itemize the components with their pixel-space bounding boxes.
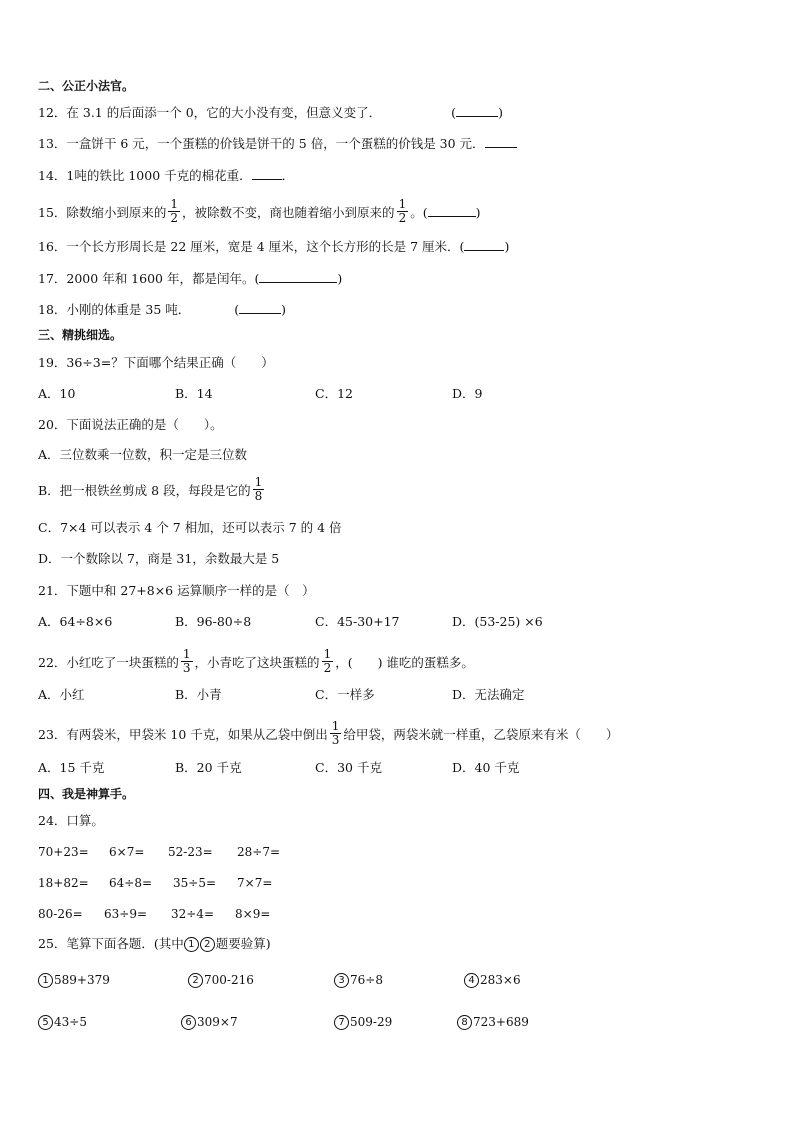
- fraction-numerator: 1: [323, 647, 332, 661]
- q15-part-d: ): [475, 205, 481, 220]
- fraction-denominator: 3: [331, 733, 340, 747]
- fraction: [253, 476, 265, 503]
- option-b[interactable]: [38, 475, 266, 505]
- question-21: 21．下题中和 27+8×6 运算顺序一样的是（ ）: [38, 583, 315, 598]
- question-14: [38, 167, 294, 185]
- fraction: [168, 198, 180, 225]
- mental-math-item: 70+23=: [38, 845, 89, 859]
- calc-expression: 589+379: [54, 973, 110, 987]
- q22-part-b: ，小青吃了这块蛋糕的: [194, 655, 320, 670]
- mental-math-item: 7×7=: [237, 876, 273, 890]
- option-a[interactable]: A．三位数乘一位数，积一定是三位数: [38, 447, 248, 462]
- question-25: [38, 935, 271, 953]
- written-calc-item: [181, 1014, 238, 1030]
- option-c[interactable]: C．45-30+17: [315, 614, 400, 629]
- answer-blank[interactable]: [485, 135, 517, 148]
- answer-blank[interactable]: [259, 270, 337, 283]
- q15-part-c: 。(: [410, 205, 428, 220]
- q22-part-c: ，( ) 谁吃的蛋糕多。: [335, 655, 474, 670]
- mental-math-item: 6×7=: [109, 845, 145, 859]
- answer-blank[interactable]: [252, 167, 282, 180]
- written-calc-item: [464, 972, 521, 988]
- calc-expression: 723+689: [473, 1015, 529, 1029]
- q23-part-b: 给甲袋，两袋米就一样重，乙袋原来有米（ ）: [343, 727, 619, 742]
- question-16: [38, 238, 509, 256]
- option-d[interactable]: D．一个数除以 7，商是 31，余数最大是 5: [38, 551, 280, 566]
- calc-expression: 509-29: [350, 1015, 393, 1029]
- q16-text: 16．一个长方形周长是 22 厘米，宽是 4 厘米，这个长方形的长是 7 厘米．(: [38, 239, 465, 254]
- mental-math-item: 80-26=: [38, 907, 83, 921]
- mental-math-item: 8×9=: [235, 907, 271, 921]
- written-calc-item: [334, 1014, 392, 1030]
- circled-number: 2: [200, 937, 215, 952]
- option-d[interactable]: D．9: [452, 386, 483, 401]
- fraction-denominator: 2: [398, 211, 407, 225]
- answer-blank[interactable]: [428, 204, 476, 217]
- q15-part-b: ，被除数不变，商也随着缩小到原来的: [182, 205, 395, 220]
- circled-number: 8: [457, 1015, 472, 1030]
- option-c[interactable]: C．30 千克: [315, 760, 382, 775]
- fraction-denominator: 8: [254, 489, 263, 503]
- calc-expression: 76÷8: [350, 973, 383, 987]
- option-d[interactable]: D．40 千克: [452, 760, 520, 775]
- circled-number: 6: [181, 1015, 196, 1030]
- mental-math-item: 64÷8=: [109, 876, 153, 890]
- q22-part-a: 22．小红吃了一块蛋糕的: [38, 655, 179, 670]
- fraction-numerator: 1: [398, 197, 407, 211]
- question-24: 24．口算。: [38, 813, 104, 828]
- option-b[interactable]: B．20 千克: [175, 760, 242, 775]
- answer-blank[interactable]: [456, 104, 498, 117]
- q12-open: (: [451, 105, 457, 120]
- question-19: 19．36÷3=？下面哪个结果正确（ ）: [38, 355, 274, 370]
- q15-part-a: 15．除数缩小到原来的: [38, 205, 167, 220]
- q18-open: (: [234, 302, 240, 317]
- mental-math-item: 18+82=: [38, 876, 89, 890]
- q16-close: ): [504, 239, 510, 254]
- option-b[interactable]: B．小青: [175, 687, 222, 702]
- fraction-numerator: 1: [182, 647, 191, 661]
- circled-number: 2: [188, 973, 203, 988]
- fraction-numerator: 1: [331, 719, 340, 733]
- circled-number: 7: [334, 1015, 349, 1030]
- option-d[interactable]: D．(53-25) ×6: [452, 614, 543, 629]
- fraction-numerator: 1: [254, 475, 263, 489]
- question-12: [38, 104, 503, 122]
- question-22: [38, 647, 474, 677]
- q18-text: 18．小刚的体重是 35 吨．: [38, 302, 191, 317]
- option-a[interactable]: A．小红: [38, 687, 85, 702]
- option-a[interactable]: A．10: [38, 386, 76, 401]
- fraction-denominator: 3: [182, 661, 191, 675]
- written-calc-item: [38, 1014, 87, 1030]
- section-heading-4: 四、我是神算手。: [38, 787, 135, 801]
- answer-blank[interactable]: [239, 301, 281, 314]
- q12-text: 12．在 3.1 的后面添一个 0，它的大小没有变，但意义变了．: [38, 105, 382, 120]
- answer-blank[interactable]: [464, 238, 504, 251]
- question-13: [38, 135, 517, 153]
- q14-text: 14．1吨的铁比 1000 千克的棉花重．: [38, 168, 252, 183]
- fraction: [181, 648, 193, 675]
- option-a[interactable]: A．15 千克: [38, 760, 105, 775]
- q14-end: ．: [281, 168, 295, 183]
- fraction-denominator: 2: [323, 661, 332, 675]
- q25-part-b: 题要验算): [215, 936, 271, 951]
- circled-number: 3: [334, 973, 349, 988]
- option-d[interactable]: D．无法确定: [452, 687, 525, 702]
- circled-number: 5: [38, 1015, 53, 1030]
- circled-number: 1: [184, 937, 199, 952]
- option-b[interactable]: B．96-80÷8: [175, 614, 252, 629]
- question-18: [38, 301, 286, 319]
- question-15: [38, 197, 481, 227]
- mental-math-item: 63÷9=: [104, 907, 148, 921]
- written-calc-item: [188, 972, 254, 988]
- section-heading-3: 三、精挑细选。: [38, 328, 123, 342]
- fraction-denominator: 2: [170, 211, 179, 225]
- option-c[interactable]: C．12: [315, 386, 353, 401]
- mental-math-item: 52-23=: [168, 845, 213, 859]
- question-23: [38, 719, 619, 749]
- question-20: 20．下面说法正确的是（ ）。: [38, 417, 223, 432]
- written-calc-item: [38, 972, 110, 988]
- mental-math-item: 32÷4=: [171, 907, 215, 921]
- fraction: [397, 198, 409, 225]
- option-b-text: B．把一根铁丝剪成 8 段，每段是它的: [38, 483, 251, 498]
- written-calc-item: [457, 1014, 529, 1030]
- q18-close: ): [281, 302, 287, 317]
- calc-expression: 700-216: [204, 973, 254, 987]
- mental-math-item: 35÷5=: [173, 876, 217, 890]
- mental-math-item: 28÷7=: [237, 845, 281, 859]
- q17-text: 17．2000 年和 1600 年，都是闰年。(: [38, 271, 260, 286]
- q17-close: ): [337, 271, 343, 286]
- question-17: [38, 270, 342, 288]
- option-c[interactable]: C．一样多: [315, 687, 375, 702]
- calc-expression: 43÷5: [54, 1015, 87, 1029]
- fraction-numerator: 1: [170, 197, 179, 211]
- option-c[interactable]: C．7×4 可以表示 4 个 7 相加，还可以表示 7 的 4 倍: [38, 520, 342, 535]
- calc-expression: 309×7: [197, 1015, 238, 1029]
- q12-close: ): [498, 105, 503, 120]
- option-a[interactable]: A．64÷8×6: [38, 614, 113, 629]
- circled-number: 4: [464, 973, 479, 988]
- circled-number: 1: [38, 973, 53, 988]
- fraction: [330, 720, 342, 747]
- option-b[interactable]: B．14: [175, 386, 213, 401]
- section-heading-2: 二、公正小法官。: [38, 79, 135, 93]
- fraction: [322, 648, 334, 675]
- q13-text: 13．一盒饼干 6 元，一个蛋糕的价钱是饼干的 5 倍，一个蛋糕的价钱是 30 元．: [38, 136, 485, 151]
- written-calc-item: [334, 972, 383, 988]
- q25-part-a: 25．笔算下面各题．(其中: [38, 936, 184, 951]
- q23-part-a: 23．有两袋米，甲袋米 10 千克，如果从乙袋中倒出: [38, 727, 328, 742]
- calc-expression: 283×6: [480, 973, 521, 987]
